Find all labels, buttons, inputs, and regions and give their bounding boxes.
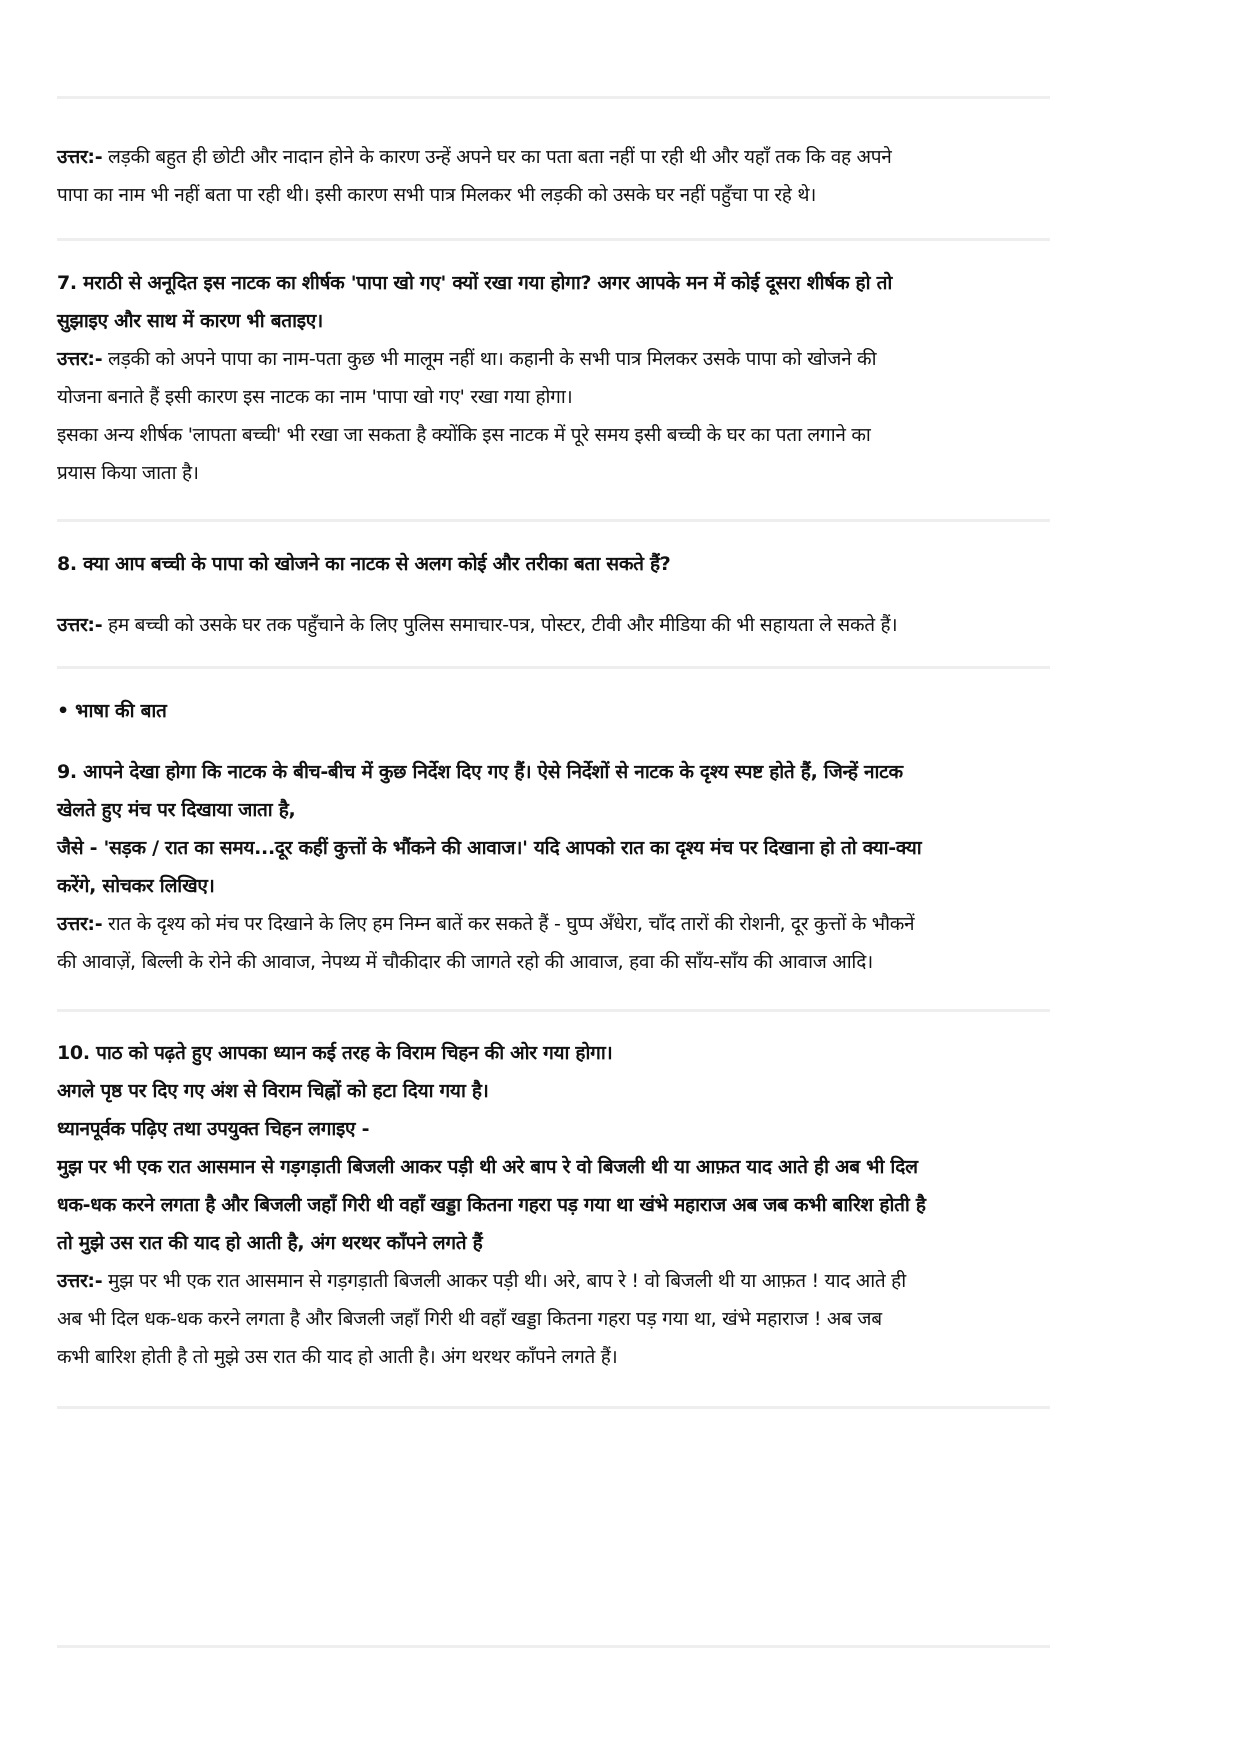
answer-line: योजना बनाते हैं इसी कारण इस नाटक का नाम 'पापा खो गए' रखा गया होगा। xyxy=(57,386,573,408)
answer-line: इसका अन्य शीर्षक 'लापता बच्ची' भी रखा जा सकता है क्योंकि इस नाटक में पूरे समय इसी बच्ची के घर का पता लगाने का xyxy=(57,424,871,446)
answer-line xyxy=(57,138,1057,176)
answer-text: मुझ पर भी एक रात आसमान से गड़गड़ाती बिजली आकर पड़ी थी। अरे, बाप रे ! वो बिजली थी या आफ़त ! याद आते ही xyxy=(102,1270,906,1292)
answer-line: कभी बारिश होती है तो मुझे उस रात की याद हो आती है। अंग थरथर काँपने लगते हैं। xyxy=(57,1346,618,1368)
q8-answer xyxy=(57,606,1057,644)
answer-line: प्रयास किया जाता है। xyxy=(57,462,199,484)
question-line: अगले पृष्ठ पर दिए गए अंश से विराम चिह्नों को हटा दिया गया है। xyxy=(57,1080,489,1102)
question-line: ध्यानपूर्वक पढ़िए तथा उपयुक्त चिहन लगाइए - xyxy=(57,1118,370,1140)
answer-line: अब भी दिल धक-धक करने लगता है और बिजली जहाँ गिरी थी वहाँ खड्डा कितना गहरा पड़ गया था, खंभे महाराज ! अब जब xyxy=(57,1308,882,1330)
q6-answer xyxy=(57,138,1057,214)
answer-line xyxy=(57,1262,1057,1300)
question-line: धक-धक करने लगता है और बिजली जहाँ गिरी थी वहाँ खड्डा कितना गहरा पड़ गया था खंभे महाराज अब जब कभी बारिश होती है xyxy=(57,1194,926,1216)
question-line: तो मुझे उस रात की याद हो आती है, अंग थरथर काँपने लगते हैं xyxy=(57,1232,483,1254)
divider xyxy=(57,238,1050,241)
answer-text: लड़की बहुत ही छोटी और नादान होने के कारण उन्हें अपने घर का पता बता नहीं पा रही थी और यहाँ तक कि वह अपने xyxy=(102,146,892,168)
answer-text: हम बच्ची को उसके घर तक पहुँचाने के लिए पुलिस समाचार-पत्र, पोस्टर, टीवी और मीडिया की भी सहायता ले सकते हैं। xyxy=(102,614,898,636)
divider xyxy=(57,1645,1050,1648)
question-line: 8. क्या आप बच्ची के पापा को खोजने का नाटक से अलग कोई और तरीका बता सकते हैं? xyxy=(57,553,671,575)
q8-question xyxy=(57,545,1057,583)
divider xyxy=(57,96,1050,99)
answer-line xyxy=(57,606,1057,644)
question-line: सुझाइए और साथ में कारण भी बताइए। xyxy=(57,310,323,332)
question-line: करेंगे, सोचकर लिखिए। xyxy=(57,875,215,897)
question-line: खेलते हुए मंच पर दिखाया जाता है, xyxy=(57,799,296,821)
answer-label: उत्तर:- xyxy=(57,614,103,636)
section-heading xyxy=(57,692,1057,730)
answer-text: रात के दृश्य को मंच पर दिखाने के लिए हम निम्न बातें कर सकते हैं - घुप्प अँधेरा, चाँद तारों की रोशनी, दूर कुत्तों के भौकनें xyxy=(102,913,915,935)
answer-line xyxy=(57,340,1057,378)
question-line: जैसे - 'सड़क / रात का समय...दूर कहीं कुत्तों के भौंकने की आवाज।' यदि आपको रात का दृश्य मंच पर दिखाना हो तो क्या-क्या xyxy=(57,837,922,859)
question-line: मुझ पर भी एक रात आसमान से गड़गड़ाती बिजली आकर पड़ी थी अरे बाप रे वो बिजली थी या आफ़त याद आते ही अब भी दिल xyxy=(57,1156,918,1178)
answer-label: उत्तर:- xyxy=(57,913,103,935)
answer-line: की आवाज़ें, बिल्ली के रोने की आवाज, नेपथ्य में चौकीदार की जागते रहो की आवाज, हवा की साँय-साँय की आवाज आदि। xyxy=(57,951,873,973)
answer-label: उत्तर:- xyxy=(57,1270,103,1292)
q9 xyxy=(57,753,1057,981)
answer-line: पापा का नाम भी नहीं बता पा रही थी। इसी कारण सभी पात्र मिलकर भी लड़की को उसके घर नहीं पहुँचा पा रहे थे। xyxy=(57,184,817,206)
question-line: 10. पाठ को पढ़ते हुए आपका ध्यान कई तरह के विराम चिहन की ओर गया होगा। xyxy=(57,1042,613,1064)
q10 xyxy=(57,1034,1057,1376)
question-line: 7. मराठी से अनूदित इस नाटक का शीर्षक 'पापा खो गए' क्यों रखा गया होगा? अगर आपके मन में कोई दूसरा शीर्षक हो तो xyxy=(57,272,893,294)
divider xyxy=(57,1406,1050,1409)
q7 xyxy=(57,264,1057,492)
answer-text: लड़की को अपने पापा का नाम-पता कुछ भी मालूम नहीं था। कहानी के सभी पात्र मिलकर उसके पापा को खोजने की xyxy=(102,348,877,370)
question-line: 9. आपने देखा होगा कि नाटक के बीच-बीच में कुछ निर्देश दिए गए हैं। ऐसे निर्देशों से नाटक के दृश्य स्पष्ट होते हैं, जिन्हें नाटक xyxy=(57,761,903,783)
answer-label: उत्तर:- xyxy=(57,146,103,168)
section-heading-text: • भाषा की बात xyxy=(57,700,167,722)
answer-line xyxy=(57,905,1057,943)
answer-label: उत्तर:- xyxy=(57,348,103,370)
divider xyxy=(57,519,1050,522)
divider xyxy=(57,666,1050,669)
divider xyxy=(57,1009,1050,1012)
